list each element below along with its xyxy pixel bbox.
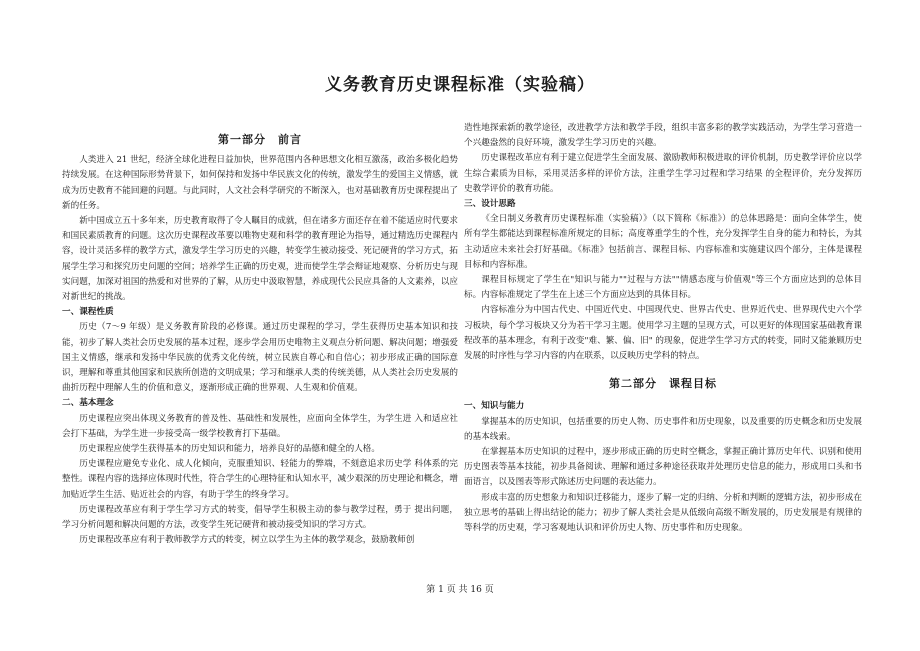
paragraph: 历史课程应突出体现义务教育的普及性、基础性和发展性，应面向全体学生，为学生进 入和适应社会打下基础，为学生进一步接受高一级学校教育打下基础。: [62, 413, 458, 439]
right-column: [464, 121, 862, 536]
paragraph: 形成丰富的历史想象力和知识迁移能力，逐步了解一定的归纳、分析和判断的逻辑方法，初步形成在独立思考的基础上得出结论的能力；初步了解人类社会是从低级向高级不断发展的，历史发展是有规律的等科学的历史观，学习客观地认识和评价历史人物、历史事件和历史现象。: [464, 492, 862, 534]
section-heading-design: 三、设计思路: [464, 199, 516, 210]
left-column: [62, 128, 458, 548]
section-heading-basic-ideas: 二、基本理念: [62, 398, 114, 409]
paragraph: 历史课程改革应有利于学生学习方式的转变，倡导学生积极主动的参与教学过程，勇于 提出问题，学习分析问题和解决问题的方法，改变学生死记硬背和被动接受知识的学习方式。: [62, 504, 458, 531]
part-heading-preface: 第一部分 前言: [218, 133, 302, 146]
paragraph: 人类进入 21 世纪，经济全球化进程日益加快，世界范围内各种思想文化相互激荡，政治多极化趋势持续发展。在这种国际形势背景下，如何保持和发扬中华民族文化的传统，激发学生的爱国主义情感，就成为历史教育不能回避的问题。与此同时，人文社会科学研究的不断深入，也对基础教育历史课程提出了新的任务。: [62, 155, 458, 211]
paragraph: 掌握基本的历史知识，包括重要的历史人物、历史事件和历史现象，以及重要的历史概念和历史发展的基本线索。: [464, 416, 862, 442]
page-footer: 第 1 页 共 16 页: [426, 585, 494, 595]
section-heading-course-nature: 一、课程性质: [62, 307, 114, 318]
paragraph: 课程目标规定了学生在"知识与能力""过程与方法""情感态度与价值观"等三个方面应达到的总体目标。内容标准规定了学生在上述三个方面应达到的具体目标。: [464, 275, 862, 301]
section-heading-knowledge: 一、知识与能力: [464, 401, 525, 412]
paragraph: 历史课程改革应有利于教师教学方式的转变，树立以学生为主体的教学观念，鼓励教师创: [79, 535, 415, 546]
paragraph: 内容标准分为中国古代史、中国近代史、中国现代史、世界古代史、世界近代史、世界现代史六个学习板块，每个学习板块又分为若干学习主题。使用学习主题的呈现方式，可以更好的体现国家基础教育课程改革的基本理念，有利于改变"难、繁、偏、旧" 的现象，促进学生学习方式的转变，同时又能兼顾历史发展的时序性与学习内容的内在联系，以反映历史学科的特点。: [464, 305, 862, 362]
paragraph-continued: 造性地探索新的教学途径，改进教学方法和教学手段，组织丰富多彩的教学实践活动，为学生学习营造一个兴趣盎然的良好环境，激发学生学习历史的兴趣。: [464, 123, 862, 149]
paragraph: 在掌握基本历史知识的过程中，逐步形成正确的历史时空概念，掌握正确计算历史年代、识别和使用历史图表等基本技能，初步具备阅读、理解和通过多种途径获取并处理历史信息的能力，形成用口头和书面语言，以及图表等形式陈述历史问题的表达能力。: [464, 447, 862, 488]
document-title: 义务教育历史课程标准（实验稿）: [325, 75, 595, 95]
paragraph: 《全日制义务教育历史课程标准（实验稿）》（以下简称《标准》）的总体思路是：面向全体学生，使所有学生都能达到课程标准所规定的目标；高度尊重学生的个性，充分发挥学生自身的能力和特长，为其主动适应未来社会打好基础。《标准》包括前言、课程目标、内容标准和实施建议四个部分，主体是课程目标和内容标准。: [464, 214, 862, 270]
paragraph: 新中国成立五十多年来，历史教育取得了令人瞩目的成就，但在诸多方面还存在着不能适应时代要求和国民素质教育的问题。这次历史课程改革要以唯物史观和科学的教育理论为指导，通过精选历史课程内容，设计灵活多样的教学方式，激发学生学习历史的兴趣，转变学生被动接受、死记硬背的学习方式，拓展学生学习和探究历史问题的空间；培养学生正确的历史观，进而使学生学会辩证地观察、分析历史与现实问题，加深对祖国的热爱和对世界的了解，从历史中汲取智慧，养成现代公民应具备的人文素养，以应对新世纪的挑战。: [62, 216, 458, 303]
paragraph: 历史课程应避免专业化、成人化倾向，克服重知识、轻能力的弊端，不刻意追求历史学 科体系的完整性。课程内容的选择应体现时代性，符合学生的心理特征和认知水平，减少艰深的历史理论和概念，增加贴近学生生活、贴近社会的内容，有助于学生的终身学习。: [62, 459, 458, 500]
paragraph: 历史（7～9 年级）是义务教育阶段的必修课。通过历史课程的学习，学生获得历史基本知识和技能，初步了解人类社会历史发展的基本过程，逐步学会用历史唯物主义观点分析问题、解决问题；增强爱国主义情感，继承和发扬中华民族的优秀文化传统，树立民族自尊心和自信心；初步形成正确的国际意识，理解和尊重其他国家和民族所创造的文明成果；学习和继承人类的传统美德，从人类社会历史发展的曲折历程中理解人生的价值和意义，逐渐形成正确的世界观、人生观和价值观。: [62, 322, 458, 394]
paragraph: 历史课程应使学生获得基本的历史知识和能力，培养良好的品德和健全的人格。: [79, 444, 380, 455]
part-heading-goals: 第二部分 课程目标: [609, 377, 717, 391]
paragraph: 历史课程改革应有利于建立促进学生全面发展、激励教师积极进取的评价机制，历史教学评价应以学生综合素质为目标，采用灵活多样的评价方法，注重学生学习过程和学习结果 的全程评价，充分发挥历史教学评价的教育功能。: [464, 153, 862, 194]
